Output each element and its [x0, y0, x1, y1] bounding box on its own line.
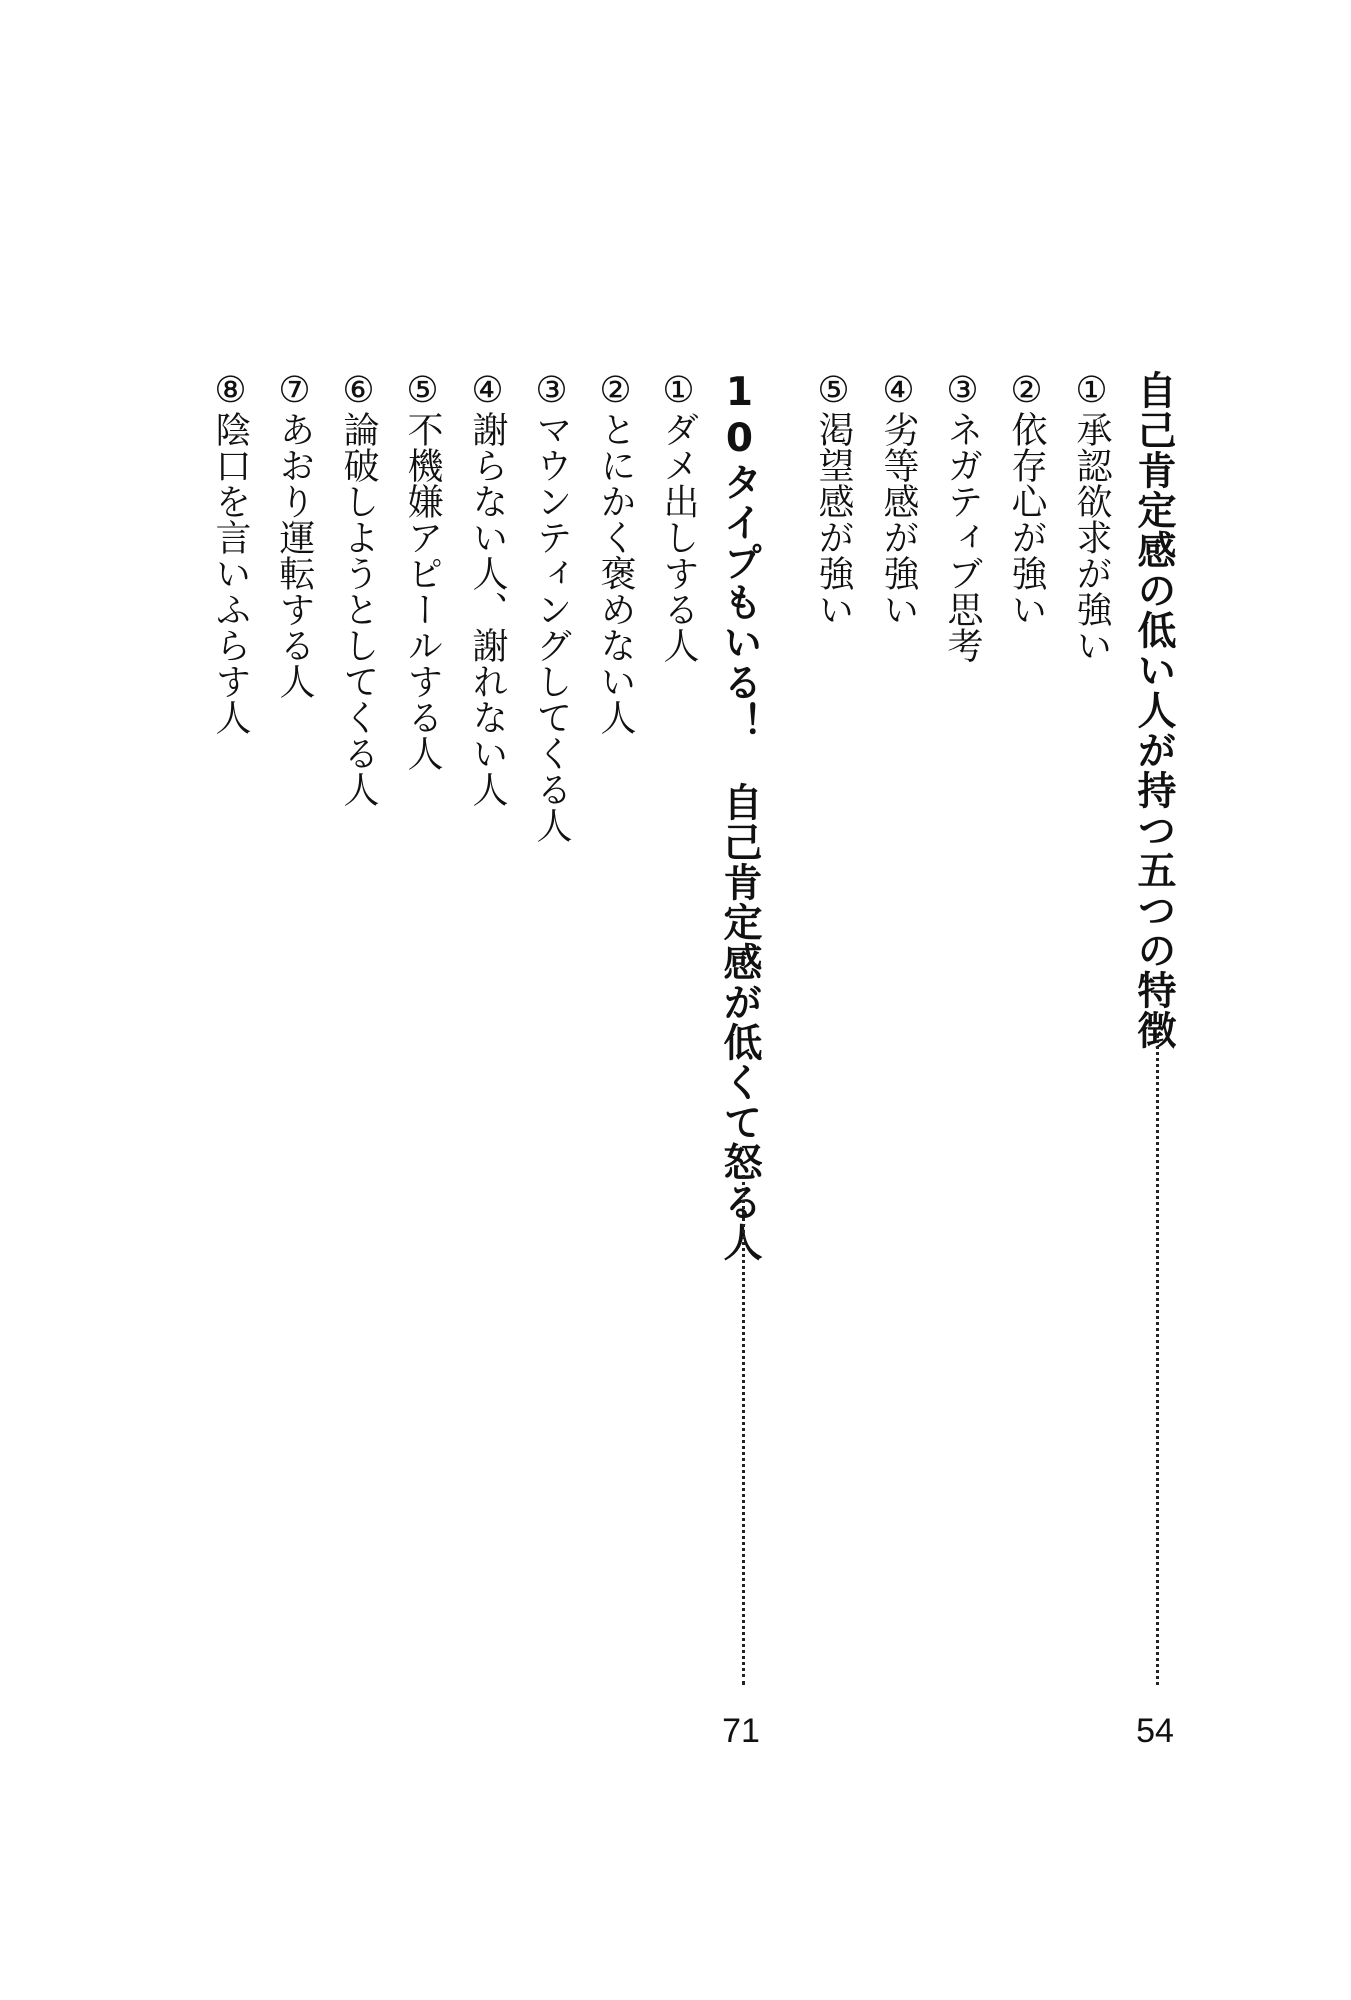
section1-item-1: ①承認欲求が強い — [1071, 370, 1112, 663]
section2-item-5: ⑤不機嫌アピールする人 — [402, 370, 443, 771]
section1-item-3: ③ネガティブ思考 — [942, 370, 983, 663]
section2-item-8: ⑧陰口を言いふらす人 — [210, 370, 251, 735]
section2-item-3: ③マウンティングしてくる人 — [531, 370, 572, 843]
section2-page-number: 71 — [722, 1712, 760, 1750]
section2-dot-leader — [742, 1175, 745, 1685]
section1-item-5: ⑤渇望感が強い — [813, 370, 854, 627]
section2-item-6: ⑥論破しようとしてくる人 — [338, 370, 379, 807]
section1-title: 自己肯定感の低い人が持つ五つの特徴 — [1131, 370, 1176, 1050]
section1-dot-leader — [1156, 1035, 1159, 1685]
section1-page-number: 54 — [1136, 1712, 1174, 1750]
section1-item-2: ②依存心が強い — [1006, 370, 1047, 627]
section2-item-4: ④謝らない人、謝れない人 — [467, 370, 508, 807]
section2-item-7: ⑦あおり運転する人 — [274, 370, 315, 699]
section2-item-1: ①ダメ出しする人 — [658, 370, 699, 663]
section2-title: 10タイプもいる！ 自己肯定感が低くて怒る人 — [717, 370, 762, 1262]
section1-item-4: ④劣等感が強い — [878, 370, 919, 627]
section2-item-2: ②とにかく褒めない人 — [595, 370, 636, 735]
